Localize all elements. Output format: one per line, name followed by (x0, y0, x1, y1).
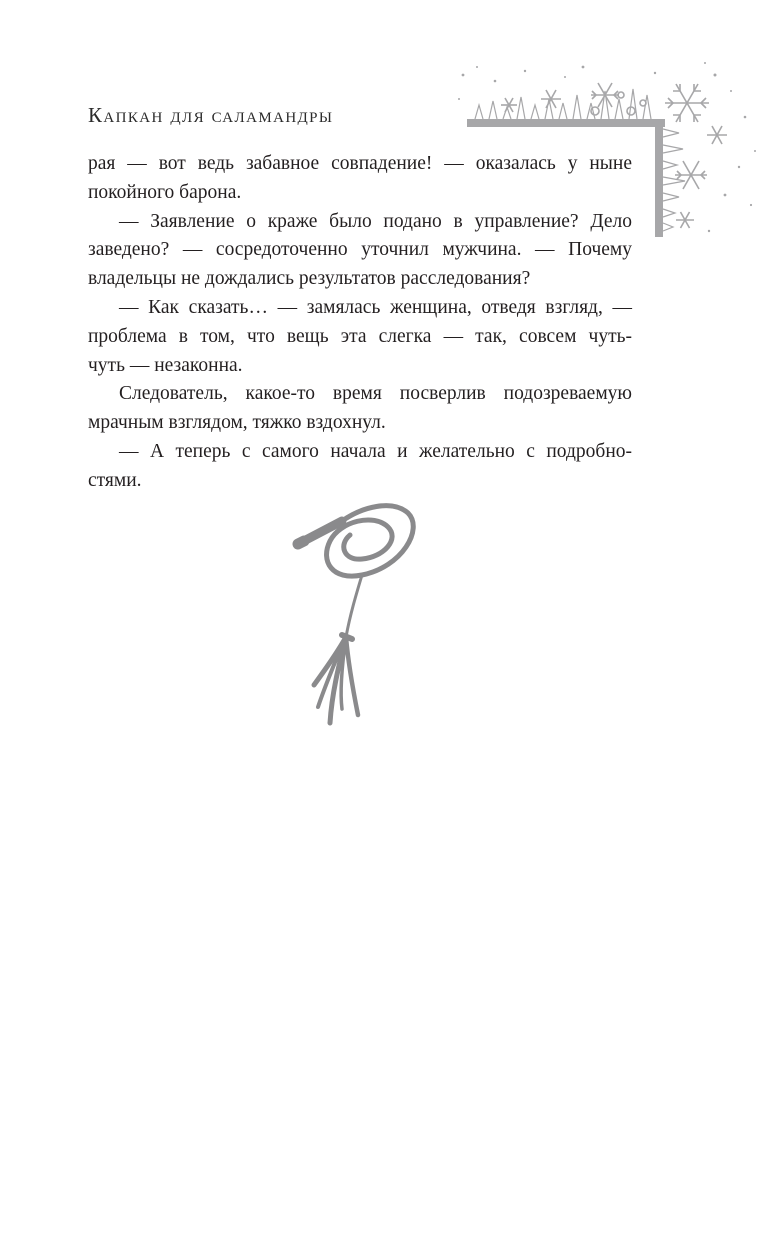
text-line: покойного барона. (88, 181, 242, 203)
text-line: — Как сказать… — замялась женщина, отведя взгляд, — (119, 296, 632, 318)
text-line: — Заявление о краже было подано в управление? Дело (119, 210, 632, 232)
text-line: владельцы не дождались результатов расследования? (88, 268, 531, 290)
text-line: стями. (88, 469, 142, 491)
whip-icon (292, 495, 422, 727)
body-text (88, 150, 632, 496)
text-line: Следователь, какое-то время посверлив подозреваемую (119, 383, 632, 405)
text-line: мрачным взглядом, тяжко вздохнул. (88, 412, 386, 434)
text-line: — А теперь с самого начала и желательно с подробно- (119, 440, 632, 462)
text-line: чуть — незаконна. (88, 354, 243, 376)
text-line: рая — вот ведь забавное совпадение! — оказалась у ныне (88, 153, 632, 174)
text-line: заведено? — сосредоточенно уточнил мужчина. — Почему (88, 239, 632, 261)
running-title: Капкан для саламандры (88, 103, 334, 127)
text-line: проблема в том, что вещь эта слегка — так, совсем чуть- (88, 325, 632, 347)
